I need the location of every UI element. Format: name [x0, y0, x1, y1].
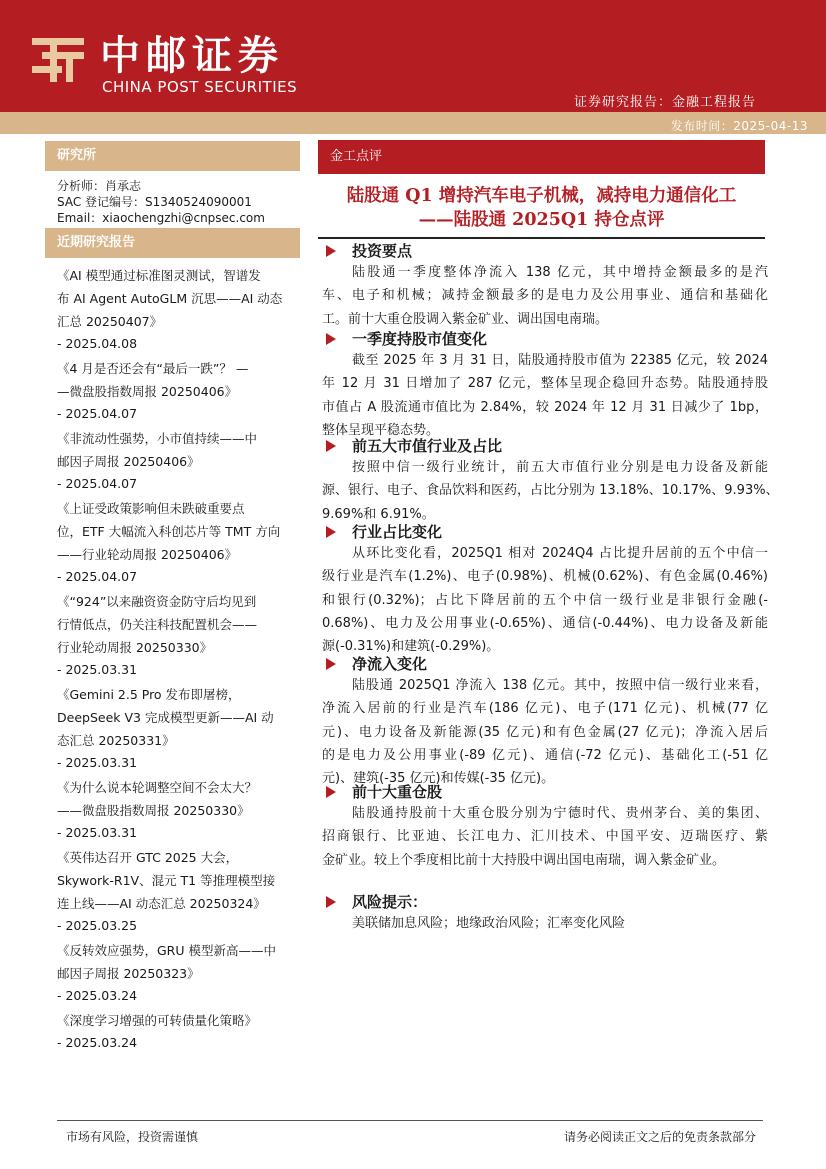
recent-report-title-line[interactable]: 《4 月是否还会有“最后一跌”？ —: [57, 361, 249, 376]
recent-report-date: - 2025.04.07: [57, 406, 138, 421]
section-heading: [326, 436, 502, 456]
section-paragraph: [322, 912, 768, 935]
triangle-bullet-icon: [326, 245, 336, 257]
triangle-bullet-icon: [326, 333, 336, 345]
paragraph-line: 市值占 A 股流通市值比为 2.84%，较 2024 年 12 月 31 日减少了 1bp，: [322, 399, 768, 415]
paragraph-line: 净流入居前的行业是汽车(186 亿元)、电子(171 亿元)、机械(77 亿: [322, 701, 768, 717]
section-heading: [326, 892, 427, 912]
paragraph-line: 陆股通持股前十大重仓股分别为宁德时代、贵州茅台、美的集团、: [352, 806, 768, 821]
recent-report-title-line[interactable]: DeepSeek V3 完成模型更新——AI 动: [57, 710, 274, 725]
report-type: 证券研究报告：金融工程报告: [573, 95, 756, 110]
section-heading: [326, 329, 487, 349]
section-paragraph: [322, 802, 768, 872]
triangle-bullet-icon: [326, 658, 336, 670]
recent-report-date: - 2025.04.08: [57, 336, 138, 351]
paragraph-line: 源(-0.31%)和建筑(-0.29%)。: [322, 639, 500, 655]
paragraph-line: 级行业是汽车(1.2%)、电子(0.98%)、机械(0.62%)、有色金属(0.46%): [322, 569, 768, 585]
paragraph-line: 的是电力及公用事业(-89 亿元)、通信(-72 亿元)、基础化工(-51 亿: [322, 747, 768, 763]
section-heading: [326, 241, 412, 261]
paragraph-line: 工。前十大重仓股调入紫金矿业、调出国电南瑞。: [322, 311, 609, 327]
recent-report-title-line[interactable]: 《AI 模型通过标准图灵测试，智谱发: [57, 268, 261, 283]
section-paragraph: [322, 542, 768, 658]
triangle-bullet-icon: [326, 526, 336, 538]
triangle-bullet-icon: [326, 896, 336, 908]
section-heading-text: 净流入变化: [352, 655, 428, 673]
footer-divider: [57, 1120, 763, 1121]
section-heading-text: 行业占比变化: [352, 523, 443, 541]
section-heading-text: 前五大市值行业及占比: [352, 437, 503, 455]
paragraph-line: 陆股通一季度整体净流入 138 亿元，其中增持金额最多的是汽: [352, 265, 768, 280]
recent-report-title-line[interactable]: 《反转效应强势，GRU 模型新高——中: [57, 943, 276, 958]
recent-report-title-line[interactable]: 态汇总 20250331》: [57, 733, 175, 748]
paragraph-line: 整体呈现平稳态势。: [322, 422, 440, 438]
recent-report-title-line[interactable]: Skywork-R1V、混元 T1 等推理模型接: [57, 873, 276, 888]
recent-report-date: - 2025.03.25: [57, 918, 138, 933]
recent-report-date: - 2025.03.24: [57, 1035, 138, 1050]
section-paragraph: [322, 349, 768, 442]
paragraph-line: 招商银行、比亚迪、长江电力、汇川技术、中国平安、迈瑞医疗、紫: [322, 829, 768, 845]
triangle-bullet-icon: [326, 786, 336, 798]
recent-report-title-line[interactable]: 行业轮动周报 20250330》: [57, 640, 213, 655]
section-paragraph: [322, 456, 779, 526]
section-heading: [326, 522, 442, 542]
recent-report-date: - 2025.03.31: [57, 755, 138, 770]
recent-report-date: - 2025.03.31: [57, 825, 138, 840]
recent-report-title-line[interactable]: 邮因子周报 20250406》: [57, 454, 200, 469]
paragraph-line: 和银行(0.32%)；占比下降居前的五个中信一级行业是非银行金融(-: [322, 592, 768, 608]
recent-report-title-line[interactable]: 《非流动性强势，小市值持续——中: [57, 431, 258, 446]
recent-report-title-line[interactable]: 《上证受政策影响但未跌破重要点: [57, 501, 245, 516]
footer-disclaimer-note: 请务必阅读正文之后的免责条款部分: [563, 1130, 756, 1144]
category-band: 金工点评: [318, 140, 765, 174]
recent-report-title-line[interactable]: ——行业轮动周报 20250406》: [57, 547, 238, 562]
recent-report-title-line[interactable]: 连上线——AI 动态汇总 20250324》: [57, 896, 266, 911]
sac-number: SAC 登记编号：S1340524090001: [57, 195, 252, 209]
institute-heading: 研究所: [45, 141, 300, 171]
recent-report-title-line[interactable]: 《“924”以来融资资金防守后均见到: [57, 594, 257, 609]
recent-report-title-line[interactable]: 布 AI Agent AutoGLM 沉思——AI 动态: [57, 291, 283, 306]
title-divider: [318, 237, 765, 239]
section-paragraph: [322, 674, 768, 790]
section-heading-text: 风险提示：: [352, 893, 428, 911]
paragraph-line: 0.68%)、电力及公用事业(-0.65%)、通信(-0.44%)、电力设备及新能: [322, 615, 768, 631]
section-heading-text: 投资要点: [352, 242, 413, 260]
section-heading-text: 前十大重仓股: [352, 783, 443, 801]
brand-name-cn: 中邮证券: [100, 33, 284, 79]
section-heading-text: 一季度持股市值变化: [352, 330, 488, 348]
recent-report-title-line[interactable]: 《英伟达召开 GTC 2025 大会，: [57, 850, 239, 865]
recent-report-title-line[interactable]: 《为什么说本轮调整空间不会太大？: [57, 780, 258, 795]
paragraph-line: 9.69%和 6.91%。: [322, 506, 435, 522]
paragraph-line: 车、电子和机械；减持金额最多的是电力及公用事业、通信和基础化: [322, 288, 768, 304]
recent-reports-heading: 近期研究报告: [45, 228, 300, 258]
paragraph-line: 金矿业。较上个季度相比前十大持股中调出国电南瑞，调入紫金矿业。: [322, 852, 726, 868]
report-subtitle: ——陆股通 2025Q1 持仓点评: [418, 210, 665, 230]
recent-report-date: - 2025.03.24: [57, 988, 138, 1003]
report-title: 陆股通 Q1 增持汽车电子机械，减持电力通信化工: [346, 186, 737, 206]
analyst-email: Email：xiaochengzhi@cnpsec.com: [57, 211, 265, 225]
recent-report-title-line[interactable]: ——微盘股指数周报 20250330》: [57, 803, 250, 818]
china-post-logo-icon: [28, 28, 88, 88]
analyst-name: 分析师：肖承志: [57, 179, 142, 193]
paragraph-line: 从环比变化看，2025Q1 相对 2024Q4 占比提升居前的五个中信一: [352, 546, 768, 561]
paragraph-line: 美联储加息风险；地缘政治风险；汇率变化风险: [352, 916, 626, 931]
publish-date: 发布时间：2025-04-13: [670, 119, 808, 133]
recent-report-date: - 2025.04.07: [57, 569, 138, 584]
paragraph-line: 按照中信一级行业统计，前五大市值行业分别是电力设备及新能: [352, 460, 768, 475]
triangle-bullet-icon: [326, 440, 336, 452]
recent-report-title-line[interactable]: 邮因子周报 20250323》: [57, 966, 200, 981]
brand-name-en: CHINA POST SECURITIES: [102, 78, 298, 96]
recent-report-date: - 2025.04.07: [57, 476, 138, 491]
recent-report-title-line[interactable]: 汇总 20250407》: [57, 314, 163, 329]
section-heading: [326, 654, 427, 674]
paragraph-line: 年 12 月 31 日增加了 287 亿元，整体呈现企稳回升态势。陆股通持股: [322, 376, 768, 392]
paragraph-line: 陆股通 2025Q1 净流入 138 亿元。其中，按照中信一级行业来看，: [352, 678, 768, 693]
section-heading: [326, 782, 442, 802]
recent-report-date: - 2025.03.31: [57, 662, 138, 677]
recent-report-title-line[interactable]: 《Gemini 2.5 Pro 发布即屠榜，: [57, 687, 241, 702]
footer-risk-note: 市场有风险，投资需谨慎: [66, 1130, 199, 1144]
recent-report-title-line[interactable]: —微盘股指数周报 20250406》: [57, 384, 238, 399]
paragraph-line: 元)、建筑(-35 亿元)和传媒(-35 亿元)。: [322, 771, 555, 787]
recent-report-title-line[interactable]: 行情低点，仍关注科技配置机会——: [57, 617, 258, 632]
paragraph-line: 元)、电力设备及新能源(35 亿元)和有色金属(27 亿元)；净流入居后: [322, 724, 768, 740]
recent-report-title-line[interactable]: 《深度学习增强的可转债量化策略》: [57, 1013, 258, 1028]
recent-report-title-line[interactable]: 位，ETF 大幅流入科创芯片等 TMT 方向: [57, 524, 281, 539]
paragraph-line: 截至 2025 年 3 月 31 日，陆股通持股市值为 22385 亿元，较 2024: [352, 353, 768, 368]
section-paragraph: [322, 261, 768, 331]
paragraph-line: 源、银行、电子、食品饮料和医药，占比分别为 13.18%、10.17%、9.93%、: [322, 483, 779, 499]
